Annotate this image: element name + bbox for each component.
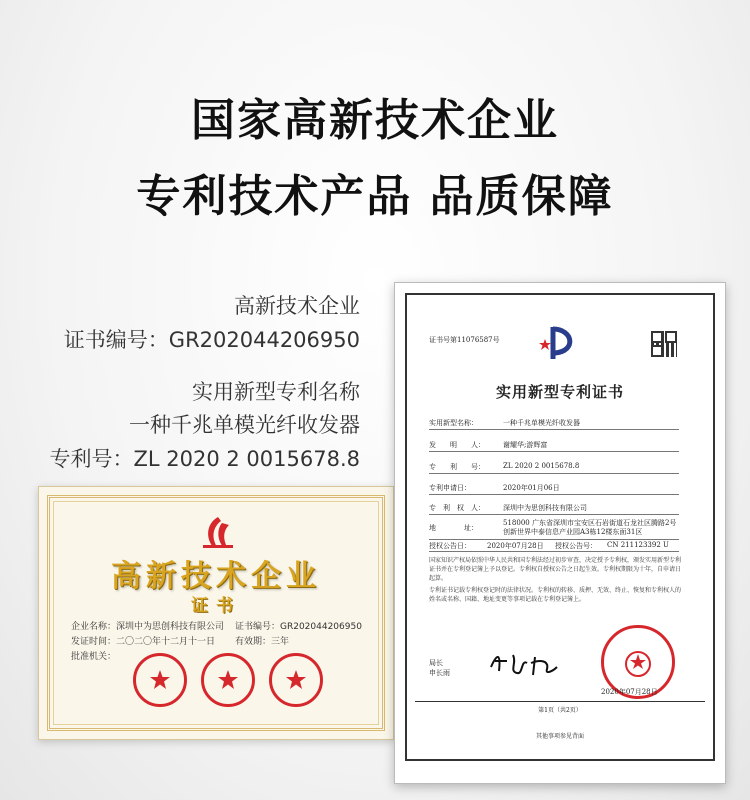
seal-date: 2020年07月28日 bbox=[601, 688, 658, 696]
patent-address: 518000 广东省深圳市宝安区石岩街道石龙社区腾路2号创新世界中泰信息产业园A3栋12楼东面31区 bbox=[503, 519, 677, 536]
patent-row-label: 发 明 人： bbox=[429, 441, 485, 449]
patent-title: 实用新型专利证书 bbox=[495, 383, 624, 401]
patent-row-label: 专利申请日： bbox=[429, 484, 471, 492]
patent-row-label: 实用新型名称： bbox=[429, 419, 478, 427]
certificate-issue-date: 发证时间：二〇二〇年十二月十一日 bbox=[71, 637, 216, 647]
high-tech-logo-icon bbox=[199, 515, 237, 549]
qr-code bbox=[651, 331, 677, 357]
director-name: 申长雨 bbox=[429, 669, 450, 677]
patent-row-label: 授权公告号： bbox=[555, 542, 597, 550]
info-line-1: 高新技术企业 bbox=[234, 294, 360, 318]
divider bbox=[429, 514, 679, 515]
director-label: 局长 bbox=[429, 659, 443, 667]
divider bbox=[429, 494, 679, 495]
patent-row-value: 2020年07月28日 bbox=[487, 542, 544, 550]
patent-statement-1: 国家知识产权局依照中华人民共和国专利法经过初步审查，决定授予专利权，颁发实用新型专利证书并在专利登记簿上予以登记。专利权自授权公告之日起生效。专利权期限为十年，自申请日起算。 bbox=[429, 557, 682, 582]
patent-row-value: 深圳中为思创科技有限公司 bbox=[503, 504, 587, 512]
red-seal-2 bbox=[201, 653, 255, 707]
certificate-gold-subtitle: 证书 bbox=[191, 596, 241, 616]
patent-row-label: 地 址： bbox=[429, 524, 478, 532]
patent-row-label: 授权公告日： bbox=[429, 542, 471, 550]
red-seal-3 bbox=[269, 653, 323, 707]
divider bbox=[429, 473, 679, 474]
headline-line2: 专利技术产品 品质保障 bbox=[136, 171, 614, 222]
high-tech-certificate bbox=[38, 486, 394, 740]
cnipa-logo-icon bbox=[539, 323, 581, 363]
patent-row-value: 一种千兆单模光纤收发器 bbox=[503, 419, 580, 427]
certificate-gold-title: 高新技术企业 bbox=[111, 559, 321, 594]
divider bbox=[429, 539, 679, 540]
info-line-5: 专利号：ZL 2020 2 0015678.8 bbox=[49, 447, 360, 471]
headline-line1: 国家高新技术企业 bbox=[191, 95, 559, 146]
director-signature bbox=[487, 649, 567, 679]
divider bbox=[415, 701, 705, 702]
certificate-approver: 批准机关： bbox=[71, 652, 117, 662]
info-line-3: 实用新型专利名称 bbox=[192, 380, 360, 404]
red-seal-1 bbox=[133, 653, 187, 707]
info-line-4: 一种千兆单模光纤收发器 bbox=[129, 413, 360, 437]
patent-row-value: CN 211123392 U bbox=[607, 541, 669, 549]
certificate-company: 企业名称：深圳中为思创科技有限公司 bbox=[71, 622, 225, 632]
divider bbox=[429, 429, 679, 430]
patent-certificate bbox=[394, 282, 726, 784]
info-line-2: 证书编号：GR202044206950 bbox=[63, 328, 360, 352]
patent-row-label: 专 利 号： bbox=[429, 463, 485, 471]
divider bbox=[429, 451, 679, 452]
patent-statement-2: 专利证书记载专利权登记时的法律状况。专利权的转移、质押、无效、终止、恢复和专利权人的姓名或名称、国籍、地址变更等事项记载在专利登记簿上。 bbox=[429, 587, 682, 603]
certificate-validity: 有效期：三年 bbox=[235, 637, 290, 647]
patent-footer: 其他事项参见背面 bbox=[535, 733, 584, 740]
divider bbox=[429, 551, 679, 552]
patent-row-value: 谢耀华;游辉富 bbox=[503, 441, 548, 449]
patent-row-value: ZL 2020 2 0015678.8 bbox=[503, 462, 580, 470]
patent-row-label: 专 利 权 人： bbox=[429, 504, 485, 512]
patent-row-value: 2020年01月06日 bbox=[503, 484, 560, 492]
patent-cert-number: 证书号第11076587号 bbox=[429, 336, 500, 344]
certificate-number: 证书编号：GR202044206950 bbox=[235, 622, 362, 632]
page-number: 第1页（共2页） bbox=[538, 707, 582, 714]
